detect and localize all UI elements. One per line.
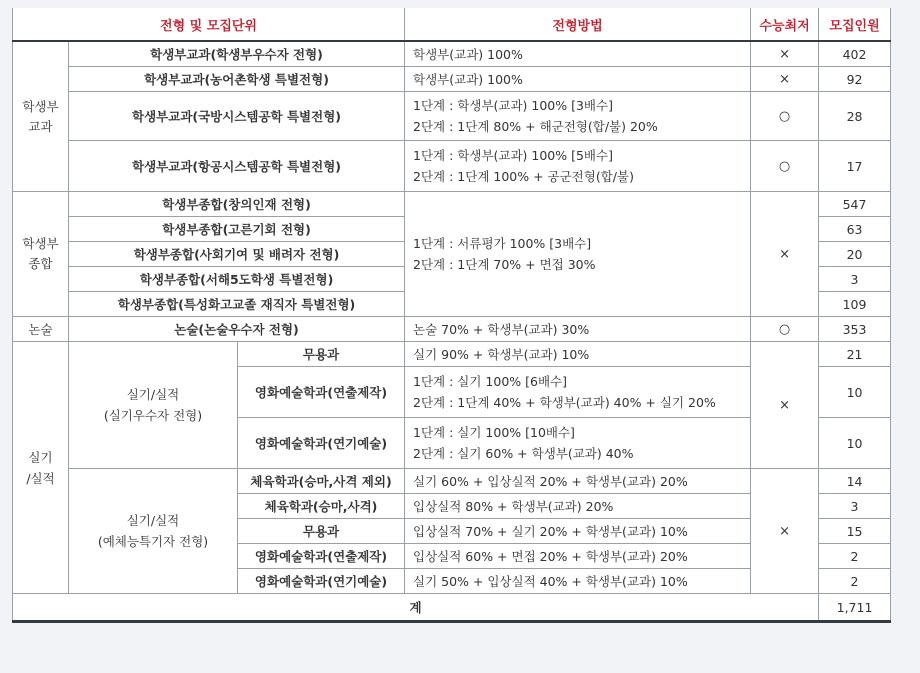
quota-cell: 3 (819, 494, 891, 519)
table-row (13, 41, 891, 67)
quota-cell: 2 (819, 569, 891, 594)
subgroup-silgi-2: 실기/실적 (예체능특기자 전형) (69, 469, 238, 594)
quota-cell: 353 (819, 317, 891, 342)
quota-cell: 3 (819, 267, 891, 292)
csat-cell: × (751, 192, 819, 317)
method-cell: 입상실적 60% + 면접 20% + 학생부(교과) 20% (405, 544, 751, 569)
method-cell: 1단계 : 서류평가 100% [3배수] 2단계 : 1단계 70% + 면접 30% (405, 192, 751, 317)
unit-name: 학생부종합(특성화고교졸 재직자 특별전형) (69, 292, 405, 317)
quota-cell: 2 (819, 544, 891, 569)
method-cell: 실기 50% + 입상실적 40% + 학생부(교과) 10% (405, 569, 751, 594)
method-cell: 학생부(교과) 100% (405, 41, 751, 67)
header-unit: 전형 및 모집단위 (13, 8, 405, 41)
csat-cell: ○ (751, 92, 819, 141)
dept-name: 체육학과(승마,사격 제외) (238, 469, 405, 494)
total-label: 계 (13, 594, 819, 622)
quota-cell: 10 (819, 418, 891, 469)
quota-cell: 28 (819, 92, 891, 141)
method-cell: 1단계 : 실기 100% [6배수] 2단계 : 1단계 40% + 학생부(교과) 40% + 실기 20% (405, 367, 751, 418)
dept-name: 무용과 (238, 519, 405, 544)
method-cell: 실기 90% + 학생부(교과) 10% (405, 342, 751, 367)
table-row (13, 469, 891, 494)
unit-name: 논술(논술우수자 전형) (69, 317, 405, 342)
csat-cell: ○ (751, 317, 819, 342)
table-row (13, 92, 891, 141)
csat-cell: × (751, 41, 819, 67)
header-quota: 모집인원 (819, 8, 891, 41)
group-gyogwa: 학생부 교과 (13, 41, 69, 192)
header-csat: 수능최저 (751, 8, 819, 41)
subgroup-silgi-1: 실기/실적 (실기우수자 전형) (69, 342, 238, 469)
csat-cell: × (751, 67, 819, 92)
quota-cell: 10 (819, 367, 891, 418)
dept-name: 체육학과(승마,사격) (238, 494, 405, 519)
unit-name: 학생부종합(서해5도학생 특별전형) (69, 267, 405, 292)
quota-cell: 109 (819, 292, 891, 317)
csat-cell: × (751, 469, 819, 594)
group-jonghap: 학생부 종합 (13, 192, 69, 317)
quota-cell: 402 (819, 41, 891, 67)
quota-cell: 63 (819, 217, 891, 242)
unit-name: 학생부종합(사회기여 및 배려자 전형) (69, 242, 405, 267)
unit-name: 학생부종합(고른기회 전형) (69, 217, 405, 242)
unit-name: 학생부교과(항공시스템공학 특별전형) (69, 141, 405, 192)
group-silgi: 실기 /실적 (13, 342, 69, 594)
dept-name: 영화예술학과(연출제작) (238, 367, 405, 418)
quota-cell: 17 (819, 141, 891, 192)
quota-cell: 21 (819, 342, 891, 367)
group-nonsul: 논술 (13, 317, 69, 342)
method-cell: 1단계 : 학생부(교과) 100% [3배수] 2단계 : 1단계 80% + 해군전형(합/불) 20% (405, 92, 751, 141)
unit-name: 학생부교과(농어촌학생 특별전형) (69, 67, 405, 92)
quota-cell: 15 (819, 519, 891, 544)
total-row (13, 594, 891, 622)
method-cell: 학생부(교과) 100% (405, 67, 751, 92)
header-row (13, 8, 891, 41)
method-cell: 논술 70% + 학생부(교과) 30% (405, 317, 751, 342)
dept-name: 영화예술학과(연기예술) (238, 569, 405, 594)
method-cell: 입상실적 70% + 실기 20% + 학생부(교과) 10% (405, 519, 751, 544)
csat-cell: ○ (751, 141, 819, 192)
unit-name: 학생부교과(국방시스템공학 특별전형) (69, 92, 405, 141)
table-row (13, 67, 891, 92)
dept-name: 영화예술학과(연기예술) (238, 418, 405, 469)
method-cell: 입상실적 80% + 학생부(교과) 20% (405, 494, 751, 519)
table-row (13, 342, 891, 367)
quota-cell: 92 (819, 67, 891, 92)
total-quota: 1,711 (819, 594, 891, 622)
dept-name: 무용과 (238, 342, 405, 367)
admission-table (12, 8, 891, 623)
quota-cell: 547 (819, 192, 891, 217)
method-cell: 1단계 : 실기 100% [10배수] 2단계 : 실기 60% + 학생부(교과) 40% (405, 418, 751, 469)
unit-name: 학생부종합(창의인재 전형) (69, 192, 405, 217)
table-row (13, 192, 891, 217)
dept-name: 영화예술학과(연출제작) (238, 544, 405, 569)
quota-cell: 14 (819, 469, 891, 494)
table-row (13, 317, 891, 342)
header-method: 전형방법 (405, 8, 751, 41)
quota-cell: 20 (819, 242, 891, 267)
table-row (13, 141, 891, 192)
unit-name: 학생부교과(학생부우수자 전형) (69, 41, 405, 67)
method-cell: 1단계 : 학생부(교과) 100% [5배수] 2단계 : 1단계 100% + 공군전형(합/불) (405, 141, 751, 192)
method-cell: 실기 60% + 입상실적 20% + 학생부(교과) 20% (405, 469, 751, 494)
csat-cell: × (751, 342, 819, 469)
